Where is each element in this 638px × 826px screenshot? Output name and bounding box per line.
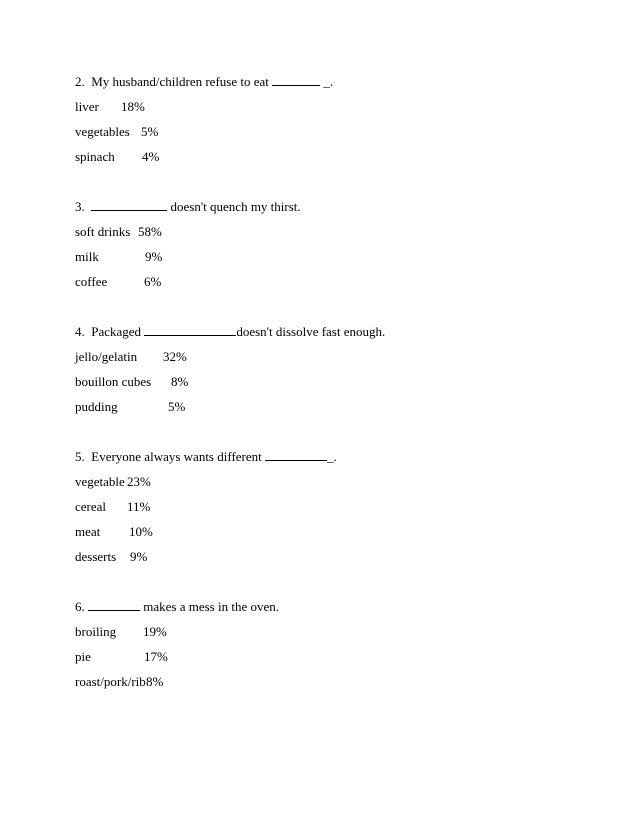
- answer-row: [75, 247, 595, 272]
- answer-label: liver: [75, 99, 99, 114]
- question-2-prefix: 2. My husband/children refuse to eat: [75, 74, 273, 89]
- question-2: [75, 72, 595, 97]
- answer-label: pie: [75, 649, 91, 664]
- answer-percent: 5%: [141, 124, 159, 139]
- question-3-blank: [91, 197, 167, 211]
- answer-label: pudding: [75, 399, 118, 414]
- answer-percent: 32%: [163, 349, 187, 364]
- answer-label: roast/pork/rib: [75, 674, 146, 689]
- answer-row: [75, 272, 595, 297]
- question-6-suffix: makes a mess in the oven.: [140, 599, 279, 614]
- answer-percent: 8%: [171, 374, 189, 389]
- answer-percent: 17%: [144, 649, 168, 664]
- question-5-suffix: _.: [327, 449, 337, 464]
- answer-label: meat: [75, 524, 101, 539]
- answer-label: soft drinks: [75, 224, 131, 239]
- answer-row: [75, 497, 595, 522]
- answer-row: [75, 522, 595, 547]
- answer-row: [75, 372, 595, 397]
- answer-percent: 9%: [130, 549, 148, 564]
- answer-percent: 11%: [127, 499, 151, 514]
- answer-label: vegetable: [75, 474, 125, 489]
- answer-row: [75, 622, 595, 647]
- answer-row: [75, 97, 595, 122]
- answer-label: jello/gelatin: [75, 349, 138, 364]
- answer-label: vegetables: [75, 124, 130, 139]
- question-4-prefix: 4. Packaged: [75, 324, 145, 339]
- answer-percent: 10%: [129, 524, 153, 539]
- question-4-suffix: doesn't dissolve fast enough.: [236, 324, 386, 339]
- answer-percent: 4%: [142, 149, 160, 164]
- question-3: [75, 197, 595, 222]
- question-5: [75, 447, 595, 472]
- answer-label: desserts: [75, 549, 117, 564]
- answer-label: bouillon cubes: [75, 374, 152, 389]
- spacer: [75, 422, 595, 447]
- survey-page: [75, 72, 595, 697]
- answer-percent: 58%: [138, 224, 162, 239]
- question-4-blank: [144, 322, 236, 336]
- answer-label: milk: [75, 249, 99, 264]
- question-3-suffix: doesn't quench my thirst.: [167, 199, 301, 214]
- answer-percent: 5%: [168, 399, 186, 414]
- question-6: [75, 597, 595, 622]
- answer-row: [75, 547, 595, 572]
- answer-row: [75, 647, 595, 672]
- question-2-suffix: _.: [320, 74, 334, 89]
- question-6-blank: [88, 597, 140, 611]
- answer-label: cereal: [75, 499, 107, 514]
- answer-percent: 19%: [143, 624, 167, 639]
- question-5-prefix: 5. Everyone always wants different: [75, 449, 266, 464]
- answer-percent: 23%: [127, 474, 151, 489]
- answer-row: [75, 122, 595, 147]
- answer-row: [75, 222, 595, 247]
- spacer: [75, 172, 595, 197]
- answer-label: broiling: [75, 624, 117, 639]
- question-4: [75, 322, 595, 347]
- answer-percent: 18%: [121, 99, 145, 114]
- answer-row: [75, 147, 595, 172]
- question-2-blank: [272, 72, 320, 86]
- answer-row: [75, 347, 595, 372]
- question-5-blank: [265, 447, 327, 461]
- question-3-prefix: 3.: [75, 199, 92, 214]
- spacer: [75, 297, 595, 322]
- answer-label: coffee: [75, 274, 108, 289]
- answer-row: [75, 672, 595, 697]
- spacer: [75, 572, 595, 597]
- answer-label: spinach: [75, 149, 115, 164]
- answer-row: [75, 397, 595, 422]
- answer-percent: 9%: [145, 249, 163, 264]
- answer-percent: 8%: [146, 674, 164, 689]
- answer-percent: 6%: [144, 274, 162, 289]
- question-6-prefix: 6.: [75, 599, 88, 614]
- answer-row: [75, 472, 595, 497]
